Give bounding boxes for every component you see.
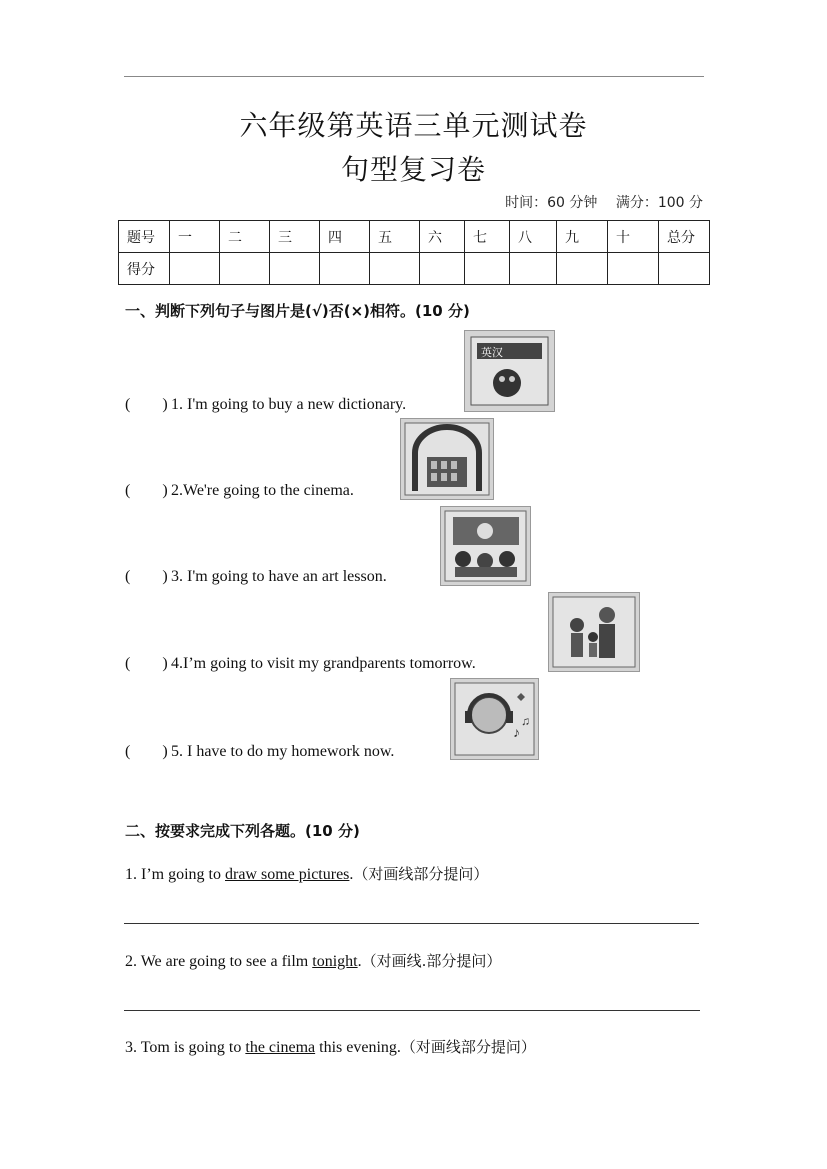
underlined-phrase: tonight	[312, 953, 358, 970]
question-text: 2.We're going to the cinema.	[171, 482, 354, 499]
score-cell: 十	[608, 221, 659, 253]
svg-text:♪: ♪	[513, 726, 520, 741]
score-table	[118, 220, 710, 285]
score-input-cell[interactable]	[220, 253, 270, 285]
page-subtitle: 句型复习卷	[340, 153, 486, 186]
dictionary-book-icon	[464, 330, 555, 412]
score-input-cell[interactable]	[270, 253, 320, 285]
question-text: 4.I’m going to visit my grandparents tomorrow.	[171, 655, 476, 672]
section2-heading: 二、按要求完成下列各题。(10 分)	[125, 822, 360, 840]
answer-bracket[interactable]: ( )	[125, 568, 168, 585]
question-5	[125, 743, 394, 761]
score-cell: 五	[370, 221, 420, 253]
score-input-cell[interactable]	[465, 253, 510, 285]
full-score-label: 满分：100 分	[615, 195, 703, 211]
score-cell: 总分	[659, 221, 710, 253]
question-text: .	[349, 866, 354, 883]
question-text: 3. Tom is going to	[125, 1039, 246, 1056]
score-table-header-row	[119, 221, 710, 253]
music-listening-icon	[450, 678, 539, 760]
question-hint: （对画线部分提问）	[400, 1038, 536, 1056]
answer-bracket[interactable]: ( )	[125, 482, 168, 499]
score-input-cell[interactable]	[320, 253, 370, 285]
rewrite-question-2	[125, 950, 501, 971]
classroom-icon	[440, 506, 531, 586]
score-cell: 一	[170, 221, 220, 253]
answer-bracket[interactable]: ( )	[125, 743, 168, 760]
svg-text:英汉: 英汉	[481, 346, 503, 359]
rewrite-question-1	[125, 863, 488, 884]
question-hint: （对画线.部分提问）	[361, 952, 502, 970]
score-input-cell[interactable]	[420, 253, 465, 285]
score-input-cell[interactable]	[510, 253, 557, 285]
question-1	[125, 396, 406, 414]
question-4	[125, 655, 476, 673]
svg-text:♫: ♫	[521, 714, 530, 728]
underlined-phrase: the cinema	[245, 1039, 316, 1056]
cinema-icon	[400, 418, 494, 500]
score-input-cell[interactable]	[557, 253, 608, 285]
question-3	[125, 568, 387, 586]
score-cell: 得分	[119, 253, 170, 285]
answer-line[interactable]	[124, 923, 699, 924]
question-hint: （对画线部分提问）	[353, 865, 489, 883]
question-text: 1. I’m going to	[125, 866, 225, 883]
family-icon	[548, 592, 640, 672]
underlined-phrase: draw some pictures	[225, 866, 350, 883]
score-input-cell[interactable]	[608, 253, 659, 285]
question-text: 5. I have to do my homework now.	[171, 743, 395, 760]
answer-bracket[interactable]: ( )	[125, 396, 168, 413]
answer-bracket[interactable]: ( )	[125, 655, 168, 672]
score-input-cell[interactable]	[659, 253, 710, 285]
score-cell: 七	[465, 221, 510, 253]
page-title: 六年级第英语三单元测试卷	[239, 109, 588, 142]
score-cell: 九	[557, 221, 608, 253]
question-text: this evening.	[315, 1039, 401, 1056]
section1-heading: 一、判断下列句子与图片是(√)否(×)相符。(10 分)	[125, 302, 470, 320]
question-text: .	[357, 953, 362, 970]
score-cell: 八	[510, 221, 557, 253]
score-cell: 二	[220, 221, 270, 253]
answer-line[interactable]	[124, 1010, 700, 1011]
question-2	[125, 482, 354, 500]
question-text: 2. We are going to see a film	[125, 953, 313, 970]
top-rule	[124, 76, 704, 77]
score-table-score-row	[119, 253, 710, 285]
time-label: 时间：60 分钟	[505, 195, 598, 211]
score-input-cell[interactable]	[170, 253, 220, 285]
score-cell: 六	[420, 221, 465, 253]
question-text: 1. I'm going to buy a new dictionary.	[171, 396, 407, 413]
exam-meta	[491, 192, 703, 212]
rewrite-question-3	[125, 1036, 536, 1057]
question-text: 3. I'm going to have an art lesson.	[171, 568, 387, 585]
score-input-cell[interactable]	[370, 253, 420, 285]
score-cell: 题号	[119, 221, 170, 253]
score-cell: 四	[320, 221, 370, 253]
score-cell: 三	[270, 221, 320, 253]
